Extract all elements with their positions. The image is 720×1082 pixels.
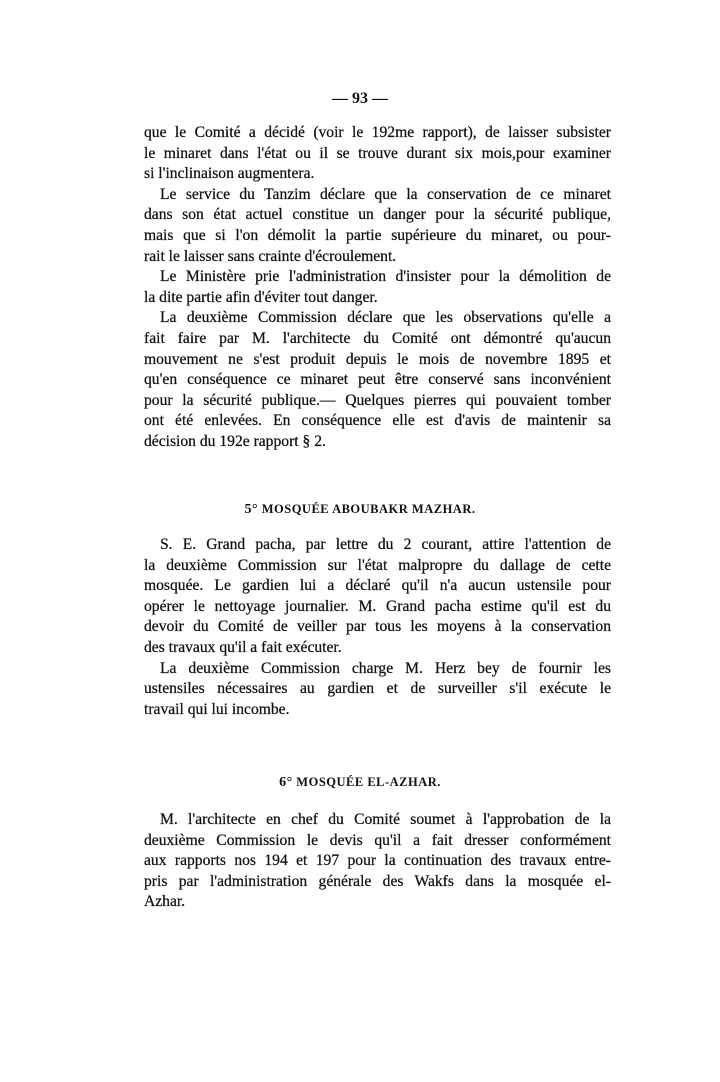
text-line: ont été enlevées. En conséquence elle est d'avis de maintenir sa — [144, 412, 611, 430]
page-number: — 93 — — [332, 90, 388, 107]
section-heading-el-azhar — [0, 775, 720, 791]
text-line: pris par l'administration générale des Wakfs dans la mosquée el- — [144, 872, 611, 890]
text-line: des travaux qu'il a fait exécuter. — [144, 638, 342, 656]
text-line: Le Ministère prie l'administration d'insister pour la démolition de — [160, 268, 611, 286]
text-line: mosquée. Le gardien lui a déclaré qu'il n'a aucun ustensile pour — [144, 577, 611, 595]
text-line: travail qui lui incombe. — [144, 700, 290, 718]
text-line: le minaret dans l'état ou il se trouve durant six mois,pour examiner — [144, 144, 611, 162]
text-line: dans son état actuel constitue un danger pour la sécurité publique, — [144, 206, 611, 224]
text-line: deuxième Commission le devis qu'il a fait dresser conformément — [144, 831, 611, 849]
section-heading-aboubakr-mazhar — [0, 502, 720, 518]
section-number: 5° — [244, 502, 259, 517]
text-line: si l'inclinaison augmentera. — [144, 165, 315, 183]
text-line: que le Comité a décidé (voir le 192me rapport), de laisser subsister — [144, 124, 611, 141]
text-line: M. l'architecte en chef du Comité soumet à l'approbation de la — [160, 811, 611, 828]
text-line: qu'en conséquence ce minaret peut être conservé sans inconvénient — [144, 371, 611, 389]
section-title: MOSQUÉE ABOUBAKR MAZHAR. — [261, 502, 476, 516]
section-title: MOSQUÉE EL-AZHAR. — [296, 775, 441, 789]
text-line: la deuxième Commission sur l'état malpropre du dallage de cette — [144, 556, 611, 574]
text-line: décision du 192e rapport § 2. — [144, 432, 326, 450]
text-line: aux rapports nos 194 et 197 pour la continuation des travaux entre- — [144, 852, 611, 870]
paragraph-block-aboubakr — [144, 535, 611, 720]
text-line: la dite partie afin d'éviter tout danger. — [144, 288, 378, 306]
text-line: rait le laisser sans crainte d'écroulement. — [144, 247, 397, 265]
text-line: mouvement ne s'est produit depuis le mois de novembre 1895 et — [144, 350, 611, 368]
text-line: opérer le nettoyage journalier. M. Grand pacha estime qu'il est du — [144, 597, 611, 615]
paragraph-block-el-azhar — [144, 810, 611, 913]
text-line: ustensiles nécessaires au gardien et de surveiller s'il exécute le — [144, 680, 611, 698]
text-line: mais que si l'on démolit la partie supérieure du minaret, ou pour- — [144, 226, 611, 244]
section-number: 6° — [279, 775, 293, 790]
text-line: Azhar. — [144, 893, 186, 911]
text-line: pour la sécurité publique.— Quelques pierres qui pouvaient tomber — [144, 391, 611, 409]
text-line: La deuxième Commission charge M. Herz bey de fournir les — [160, 659, 611, 677]
text-line: fait faire par M. l'architecte du Comité ont démontré qu'aucun — [144, 329, 611, 347]
paragraph-block-minaret — [144, 123, 611, 453]
text-line: Le service du Tanzim déclare que la conservation de ce minaret — [160, 185, 611, 203]
text-line: La deuxième Commission déclare que les observations qu'elle a — [160, 309, 611, 327]
text-line: devoir du Comité de veiller par tous les moyens à la conservation — [144, 618, 611, 636]
text-line: S. E. Grand pacha, par lettre du 2 courant, attire l'attention de — [160, 536, 611, 553]
